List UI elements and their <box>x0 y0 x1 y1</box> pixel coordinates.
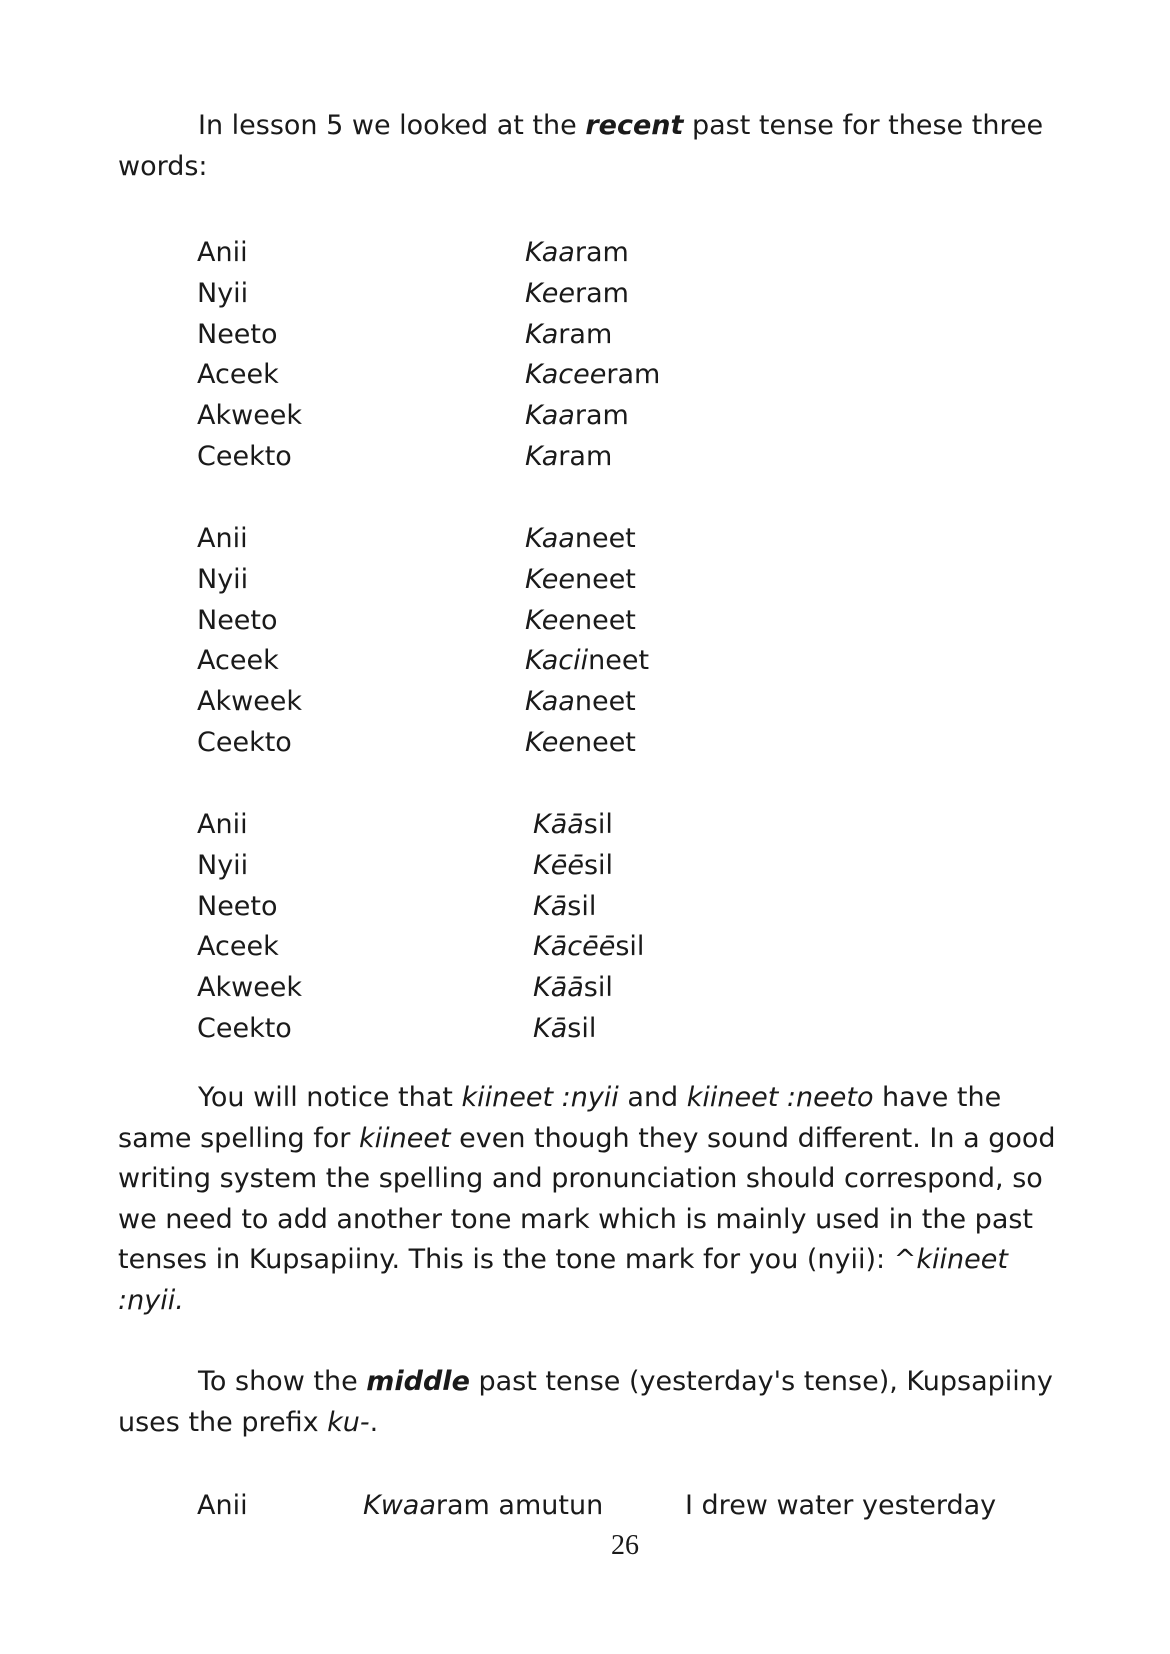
pronoun: Akweek <box>197 972 303 1004</box>
verb-stem: ram <box>574 400 629 432</box>
verb-form <box>525 315 612 356</box>
verb-prefix: Kācēē <box>533 931 616 963</box>
verb-stem: ram <box>574 277 629 309</box>
verb-stem: ram <box>574 237 629 268</box>
verb-form <box>525 274 629 315</box>
verb-stem: sil <box>567 1012 597 1044</box>
verb-stem: neet <box>574 726 636 758</box>
verb-prefix: Ka <box>525 318 559 350</box>
middle-text-2: past tense (yesterday's tense), Kupsapiiny uses the prefix <box>118 1366 1053 1438</box>
verb-form <box>533 1009 596 1050</box>
verb-prefix: Kaa <box>525 400 575 432</box>
example-pronoun: Anii <box>197 1490 248 1521</box>
pronoun: Nyii <box>197 277 249 309</box>
pronoun: Ceekto <box>197 1012 292 1044</box>
notice-text-2: and <box>618 1082 687 1113</box>
notice-italic-3: kiineet <box>358 1122 451 1154</box>
verb-prefix: Kāā <box>533 972 584 1004</box>
verb-stem: sil <box>583 972 613 1004</box>
verb-prefix: Kacii <box>525 645 589 677</box>
notice-paragraph <box>118 1078 1058 1321</box>
page-number: 26 <box>611 1530 639 1561</box>
middle-prefix-italic: ku- <box>327 1406 370 1438</box>
verb-prefix: Kee <box>525 726 575 758</box>
verb-stem: sil <box>615 931 645 963</box>
notice-italic-4: ^kiineet :nyii. <box>118 1244 1008 1316</box>
verb-form <box>533 927 644 968</box>
example-verb-prefix: Kwaa <box>363 1490 436 1521</box>
intro-recent-emphasis: recent <box>585 110 684 141</box>
verb-form <box>525 723 636 764</box>
verb-form <box>525 601 636 642</box>
verb-form <box>525 437 612 478</box>
pronoun: Aceek <box>197 359 279 391</box>
verb-prefix: Kee <box>525 277 575 309</box>
verb-form <box>525 355 660 396</box>
pronoun: Akweek <box>197 686 303 718</box>
intro-text-1: In lesson 5 we looked at the <box>198 110 586 141</box>
verb-prefix: Ka <box>525 440 559 472</box>
verb-form <box>533 805 613 846</box>
intro-paragraph <box>118 106 1058 187</box>
example-translation: I drew water yesterday <box>685 1490 997 1521</box>
verb-form <box>533 968 613 1009</box>
middle-emphasis: middle <box>366 1366 470 1397</box>
verb-stem: ram <box>558 440 613 472</box>
intro-text-2: past tense for these three words: <box>118 110 1044 182</box>
verb-form <box>525 396 629 437</box>
verb-prefix: Kaa <box>525 237 575 268</box>
verb-stem: sil <box>567 890 597 922</box>
verb-form <box>525 682 636 723</box>
verb-prefix: Kaa <box>525 686 575 718</box>
pronoun: Neeto <box>197 604 278 636</box>
verb-stem: ram <box>558 318 613 350</box>
verb-stem: sil <box>583 809 613 840</box>
verb-prefix: Kee <box>525 563 575 595</box>
verb-prefix: Kacee <box>525 359 607 391</box>
verb-stem: neet <box>574 604 636 636</box>
verb-prefix: Kēē <box>533 849 584 881</box>
verb-form <box>525 233 629 274</box>
verb-stem: neet <box>574 563 636 595</box>
pronoun: Ceekto <box>197 726 292 758</box>
middle-text-3: . <box>369 1406 379 1438</box>
verb-stem: neet <box>588 645 650 677</box>
example-verb-rest: ram amutun <box>435 1490 604 1521</box>
verb-stem: ram <box>606 359 661 391</box>
middle-tense-paragraph <box>118 1362 1058 1443</box>
verb-stem: neet <box>574 686 636 718</box>
verb-stem: neet <box>574 523 636 554</box>
pronoun: Neeto <box>197 890 278 922</box>
pronoun: Akweek <box>197 400 303 432</box>
verb-form <box>525 641 649 682</box>
verb-prefix: Kā <box>533 890 568 922</box>
verb-prefix: Kāā <box>533 809 584 840</box>
verb-form <box>525 519 636 560</box>
verb-prefix: Kaa <box>525 523 575 554</box>
example-row <box>197 1486 1057 1526</box>
pronoun: Nyii <box>197 849 249 881</box>
example-verb <box>363 1486 603 1526</box>
middle-text-1: To show the <box>198 1366 367 1397</box>
pronoun: Nyii <box>197 563 249 595</box>
verb-prefix: Kee <box>525 604 575 636</box>
verb-prefix: Kā <box>533 1012 568 1044</box>
verb-stem: sil <box>583 849 614 881</box>
pronoun: Anii <box>197 523 248 554</box>
pronoun: Aceek <box>197 645 279 677</box>
notice-text-4: even though they sound different. In a good writing system the spelling and pronunciation should correspond, so we need to add another tone mark which is mainly used in the past tenses in Kupsapiiny. This is the tone mark for you (nyii): <box>118 1122 1056 1275</box>
pronoun: Neeto <box>197 318 278 350</box>
notice-italic-1: kiineet :nyii <box>461 1082 619 1113</box>
verb-form <box>533 887 596 928</box>
verb-form <box>525 560 636 601</box>
verb-form <box>533 846 613 887</box>
pronoun: Anii <box>197 809 248 840</box>
notice-text-3: have the same spelling for <box>118 1082 1002 1154</box>
pronoun: Aceek <box>197 931 279 963</box>
notice-text-1: You will notice that <box>198 1082 462 1113</box>
pronoun: Anii <box>197 237 248 268</box>
notice-italic-2: kiineet :neeto <box>686 1082 874 1113</box>
pronoun: Ceekto <box>197 440 292 472</box>
